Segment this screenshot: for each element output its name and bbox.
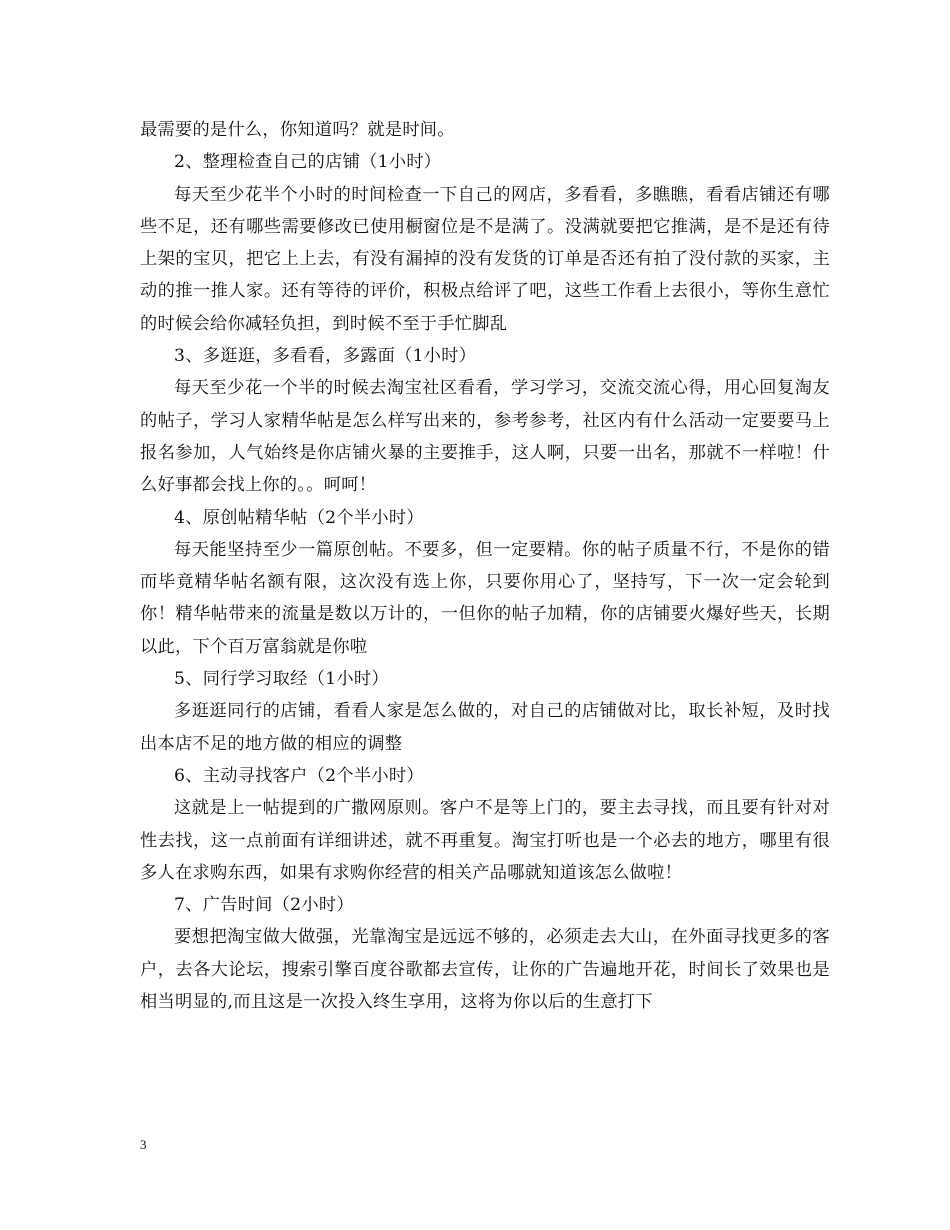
- paragraph: 这就是上一帖提到的广撒网原则。客户不是等上门的，要主去寻找，而且要有针对对性去找，这一点前面有详细讲述，就不再重复。淘宝打听也是一个必去的地方，哪里有很多人在求购东西，如果有求购你经营的相关产品哪就知道该怎么做啦！: [140, 798, 830, 883]
- paragraph: 最需要的是什么，你知道吗？就是时间。: [140, 120, 455, 140]
- section-heading: 4、原创帖精华帖（2个半小时）: [174, 507, 424, 528]
- paragraph: 多逛逛同行的店铺，看看人家是怎么做的，对自己的店铺做对比，取长补短，及时找出本店不足的地方做的相应的调整: [140, 701, 830, 754]
- section-heading: 2、整理检查自己的店铺（1小时）: [174, 152, 442, 173]
- paragraph: 要想把淘宝做大做强，光靠淘宝是远远不够的，必须走去大山，在外面寻找更多的客户，去各大论坛，搜索引擎百度谷歌都去宣传，让你的广告遍地开花，时间长了效果也是相当明显的,而且这是一次投入终生享用，这将为你以后的生意打下: [140, 927, 830, 1013]
- body-text: [140, 114, 830, 1018]
- section-heading: 3、多逛逛，多看看，多露面（1小时）: [174, 346, 477, 367]
- section-heading: 5、同行学习取经（1小时）: [174, 669, 389, 690]
- section-heading: 7、广告时间（2小时）: [174, 895, 354, 916]
- page-number: 3: [140, 1137, 147, 1152]
- section-heading: 6、主动寻找客户（2个半小时）: [174, 765, 424, 786]
- paragraph: 每天能坚持至少一篇原创帖。不要多，但一定要精。你的帖子质量不行，不是你的错而毕竟精华帖名额有限，这次没有选上你，只要你用心了，坚持写，下一次一定会轮到你！精华帖带来的流量是数以万计的，一但你的帖子加精，你的店铺要火爆好些天，长期以此，下个百万富翁就是你啦: [140, 539, 830, 657]
- paragraph: 每天至少花半个小时的时间检查一下自己的网店，多看看，多瞧瞧，看看店铺还有哪些不足，还有哪些需要修改已使用橱窗位是不是满了。没满就要把它推满，是不是还有待上架的宝贝，把它上上去，有没有漏掉的没有发货的订单是否还有拍了没付款的买家，主动的推一推人家。还有等待的评价，积极点给评了吧，这些工作看上去很小，等你生意忙的时候会给你减轻负担，到时候不至于手忙脚乱: [140, 184, 830, 334]
- paragraph: 每天至少花一个半的时候去淘宝社区看看，学习学习，交流交流心得，用心回复淘友的帖子，学习人家精华帖是怎么样写出来的，参考参考，社区内有什么活动一定要要马上报名参加，人气始终是你店铺火暴的主要推手，这人啊，只要一出名，那就不一样啦！什么好事都会找上你的。。呵呵！: [140, 378, 830, 496]
